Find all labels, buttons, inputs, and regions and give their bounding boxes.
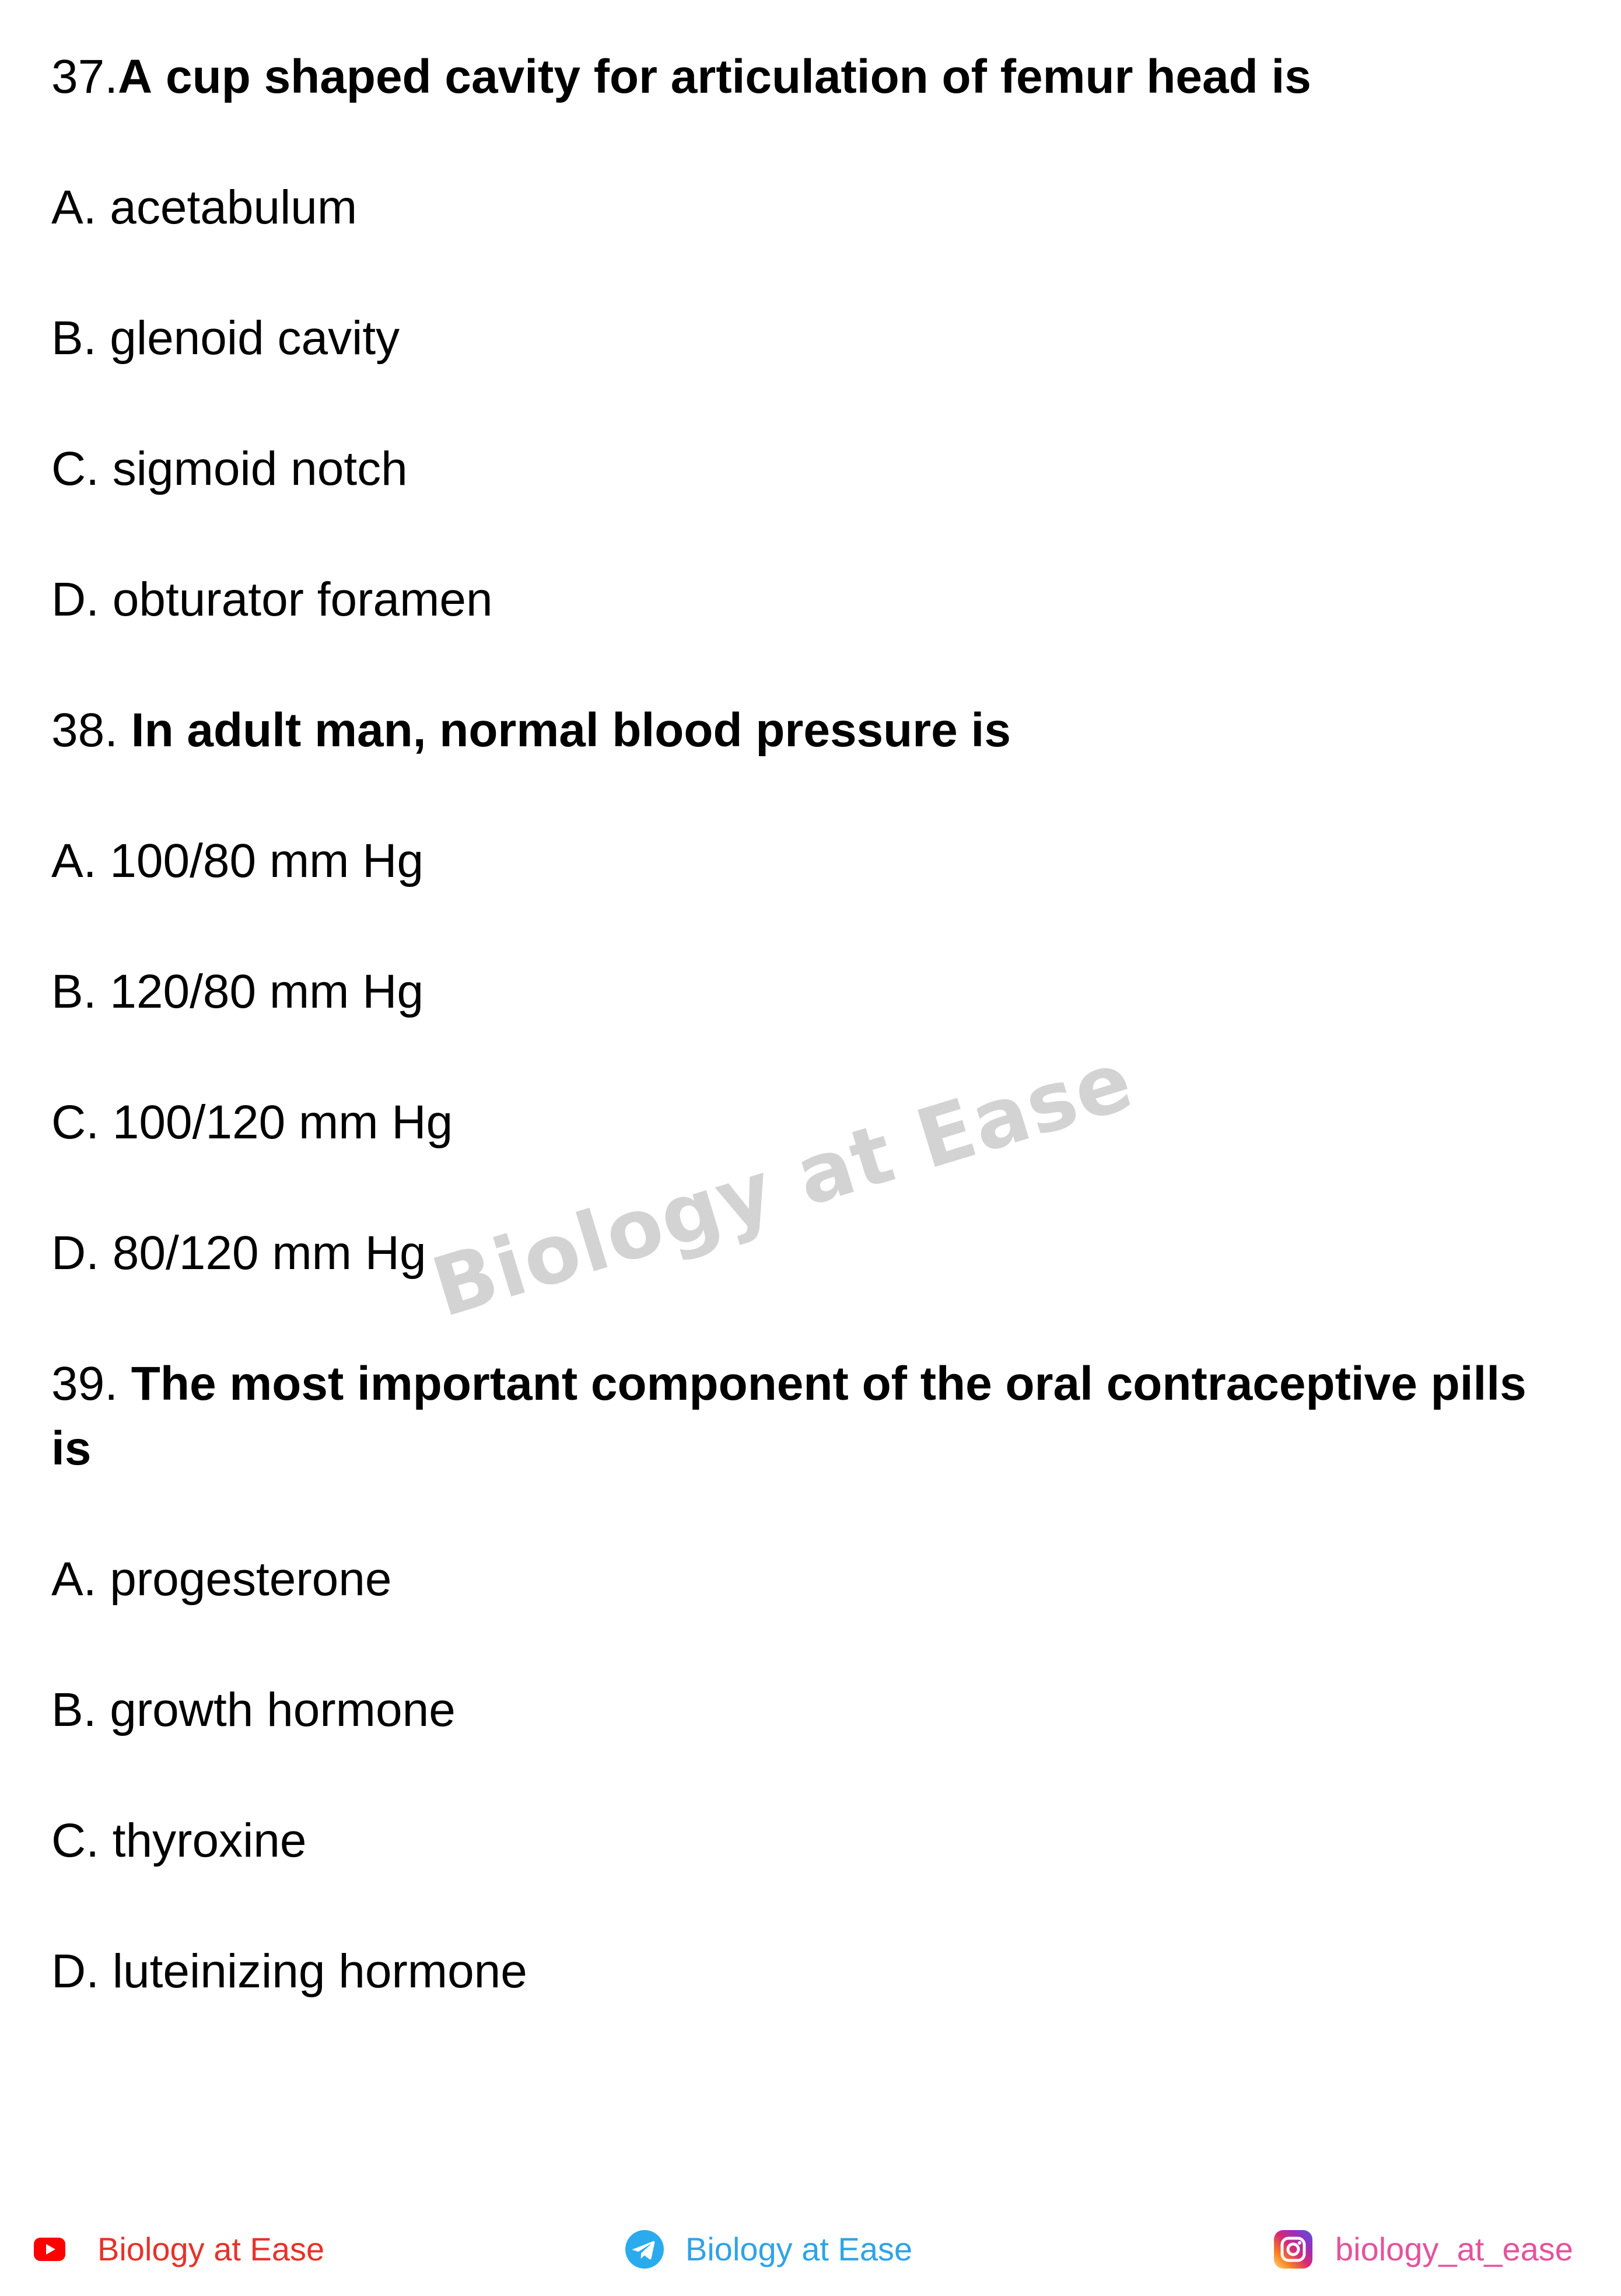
youtube-icon [34, 2238, 65, 2261]
question-37 [51, 44, 1542, 109]
question-number: 39. [51, 1357, 131, 1410]
option-a: A. progesterone [51, 1553, 392, 1606]
telegram-label: Biology at Ease [685, 2231, 913, 2267]
question-39 [51, 1351, 1542, 1481]
question-list [51, 44, 1542, 2070]
option-c: C. thyroxine [51, 1814, 307, 1867]
option-b: B. growth hormone [51, 1683, 456, 1736]
question-number: 38. [51, 704, 131, 757]
question-number: 37. [51, 50, 118, 103]
option-d: D. obturator foramen [51, 573, 493, 626]
option-d: D. 80/120 mm Hg [51, 1226, 426, 1280]
option-c: C. 100/120 mm Hg [51, 1096, 453, 1149]
option-b: B. glenoid cavity [51, 312, 400, 365]
telegram-icon [625, 2230, 664, 2269]
question-text: The most important component of the oral contraceptive pills is [51, 1357, 1527, 1475]
option-c: C. sigmoid notch [51, 442, 408, 495]
watermark: Biology at Ease [422, 1033, 1144, 1336]
question-text: In adult man, normal blood pressure is [131, 704, 1011, 757]
question-38 [51, 698, 1542, 763]
youtube-label: Biology at Ease [97, 2231, 325, 2267]
youtube-link[interactable] [34, 2230, 324, 2269]
instagram-link[interactable] [1274, 2230, 1573, 2269]
instagram-label: biology_at_ease [1335, 2231, 1573, 2267]
option-a: A. 100/80 mm Hg [51, 834, 424, 887]
question-text: A cup shaped cavity for articulation of femur head is [118, 50, 1311, 103]
telegram-link[interactable] [625, 2230, 912, 2269]
option-b: B. 120/80 mm Hg [51, 965, 424, 1018]
option-d: D. luteinizing hormone [51, 1945, 527, 1998]
option-a: A. acetabulum [51, 181, 358, 234]
instagram-icon [1274, 2230, 1312, 2269]
